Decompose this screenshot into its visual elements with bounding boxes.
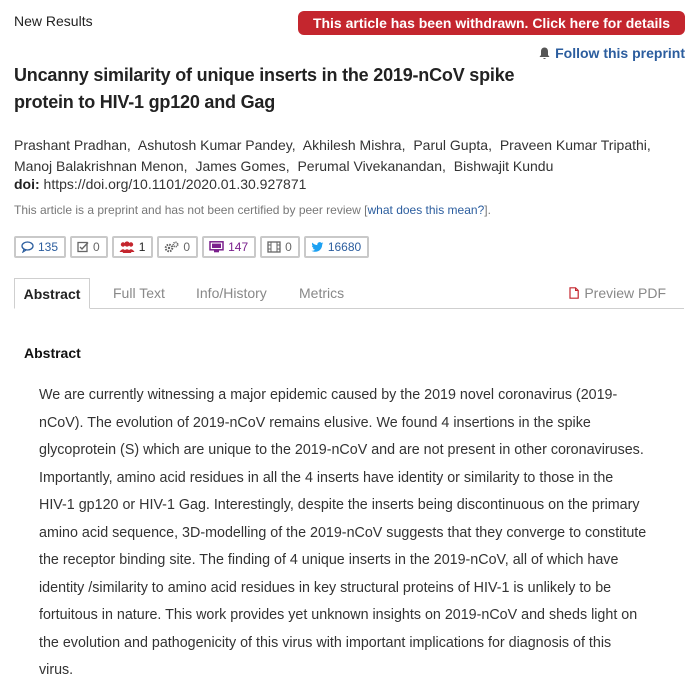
- peer-reviews-badge[interactable]: [70, 236, 108, 258]
- preprint-note-text: This article is a preprint and has not been certified by peer review [: [14, 203, 368, 217]
- peer-reviews-count: 0: [93, 240, 100, 254]
- doi-line: [14, 176, 306, 192]
- preview-pdf-link[interactable]: [569, 278, 666, 308]
- abstract-line: the evolution and pathogenicity of this virus with important implications for diagnosis of this: [39, 634, 612, 651]
- comment-bubble-icon: [21, 241, 34, 253]
- follow-label: Follow this preprint: [555, 45, 685, 61]
- preprint-note: [14, 203, 491, 217]
- author-name[interactable]: Parul Gupta: [413, 137, 489, 153]
- tab-metrics[interactable]: Metrics: [299, 285, 345, 301]
- author-line: Manoj Balakrishnan Menon, James Gomes, Perumal Vivekanandan, Bishwajit Kundu: [14, 158, 554, 174]
- author-name[interactable]: Ashutosh Kumar Pandey: [137, 137, 292, 153]
- abstract-line: nCoV). The evolution of 2019-nCoV remains elusive. We found 4 insertions in the spike: [39, 414, 591, 431]
- section-label: New Results: [14, 13, 93, 29]
- tab-info-history[interactable]: Info/History: [196, 285, 267, 301]
- twitter-count: 16680: [327, 240, 362, 254]
- twitter-badge[interactable]: [304, 236, 369, 258]
- abstract-line: amino acid sequence, 3D-modelling of the 2019-nCoV suggests that they converge to constitute: [39, 524, 647, 541]
- withdrawn-banner-button[interactable]: This article has been withdrawn. Click here for details: [298, 11, 685, 35]
- abstract-line: Importantly, amino acid residues in all the 4 inserts have identity or similarity to those in the: [39, 469, 614, 486]
- views-badge[interactable]: [202, 236, 256, 258]
- doi-label: doi:: [14, 176, 40, 192]
- author-name[interactable]: Manoj Balakrishnan Menon: [14, 158, 184, 174]
- abstract-line: glycoprotein (S) which are unique to the 2019-nCoV and are not present in other coronaviruses.: [39, 442, 644, 458]
- checkbox-icon: [77, 241, 89, 253]
- tab-full-text[interactable]: Full Text: [113, 285, 165, 301]
- article-title: [14, 62, 574, 116]
- community-reviews-count: 1: [138, 240, 146, 254]
- abstract-line: identity /similarity to amino acid residues in key structural proteins of HIV-1 is unlikely to be: [39, 579, 612, 596]
- abstract-line: fortuitous in nature. This work provides yet unknown insights on 2019-nCoV and sheds light on: [39, 607, 638, 623]
- monitor-icon: [209, 241, 224, 253]
- author-name[interactable]: Prashant Pradhan: [14, 137, 127, 153]
- abstract-line: HIV-1 gp120 or HIV-1 Gag. Interestingly, despite the inserts being discontinuous on the primary: [39, 497, 640, 513]
- preview-pdf-label: Preview PDF: [584, 285, 666, 301]
- author-line: Prashant Pradhan, Ashutosh Kumar Pandey, Akhilesh Mishra, Parul Gupta, Praveen Kumar Tripathi,: [14, 137, 651, 153]
- twitter-bird-icon: [311, 242, 324, 253]
- pdf-file-icon: [569, 287, 579, 299]
- automated-tools-count: 0: [183, 240, 191, 254]
- title-line: Uncanny similarity of unique inserts in the 2019-nCoV spike: [14, 65, 515, 85]
- media-count: 0: [285, 240, 292, 254]
- media-badge[interactable]: [260, 236, 300, 258]
- author-list: [14, 135, 684, 177]
- author-name[interactable]: Perumal Vivekanandan: [297, 158, 442, 174]
- abstract-line: virus.: [39, 662, 74, 678]
- bell-icon: [539, 47, 550, 60]
- users-icon: [119, 241, 135, 253]
- article-tabs: [14, 278, 684, 309]
- author-name[interactable]: Akhilesh Mishra: [302, 137, 402, 153]
- automated-tools-badge[interactable]: [157, 236, 198, 258]
- preprint-note-suffix: ].: [484, 203, 491, 217]
- abstract-heading: Abstract: [24, 345, 81, 361]
- title-line: protein to HIV-1 gp120 and Gag: [14, 92, 276, 112]
- abstract-line: We are currently witnessing a major epidemic caused by the 2019 novel coronavirus (2019-: [39, 387, 618, 403]
- what-does-this-mean-link[interactable]: what does this mean?: [367, 203, 485, 217]
- community-reviews-badge[interactable]: [112, 236, 154, 258]
- doi-link[interactable]: https://doi.org/10.1101/2020.01.30.927871: [43, 176, 307, 192]
- gears-icon: [164, 241, 179, 253]
- abstract-text: [39, 382, 669, 685]
- author-name[interactable]: Bishwajit Kundu: [453, 158, 554, 174]
- author-name[interactable]: James Gomes: [195, 158, 286, 174]
- follow-preprint-link[interactable]: [539, 45, 685, 61]
- comments-count: 135: [38, 240, 59, 254]
- author-name[interactable]: Praveen Kumar Tripathi: [499, 137, 647, 153]
- abstract-line: the receptor binding site. The finding of 4 unique inserts in the 2019-nCoV, all of which have: [39, 552, 619, 568]
- metrics-badges: [14, 236, 369, 258]
- tab-abstract[interactable]: Abstract: [14, 278, 90, 309]
- film-icon: [267, 241, 281, 253]
- views-count: 147: [228, 240, 249, 254]
- comments-badge[interactable]: [14, 236, 66, 258]
